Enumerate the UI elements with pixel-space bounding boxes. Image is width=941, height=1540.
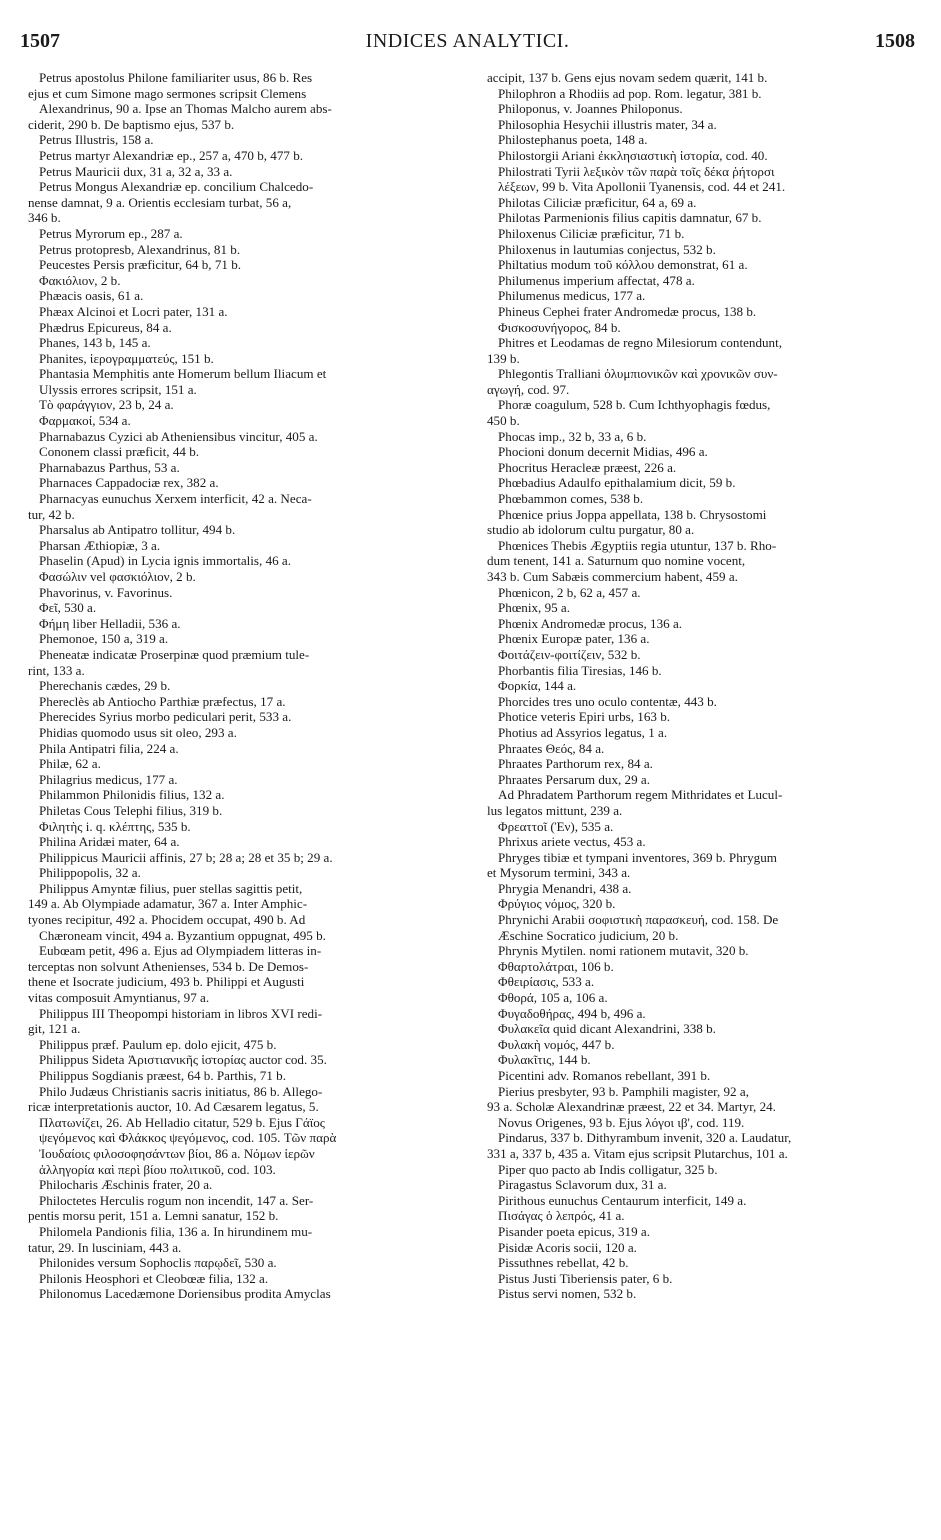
index-line: Phavorinus, v. Favorinus. bbox=[39, 584, 173, 600]
right-column bbox=[487, 70, 912, 1302]
index-line: 149 a. Ab Olympiade adamatur, 367 a. Inter Amphic- bbox=[28, 896, 308, 912]
index-line: dum tenent, 141 a. Saturnum quo nomine vocent, bbox=[487, 553, 746, 569]
index-line: Philoctetes Herculis rogum non incendit, 147 a. Ser- bbox=[39, 1192, 314, 1208]
index-line: αγωγή, cod. 97. bbox=[487, 381, 570, 397]
index-line: Philippopolis, 32 a. bbox=[39, 865, 141, 881]
index-line: vitas composuit Amyntianus, 97 a. bbox=[28, 990, 210, 1006]
index-line: Philippicus Mauricii affinis, 27 b; 28 a; 28 et 35 b; 29 a. bbox=[39, 849, 333, 865]
index-line: Philtatius modum τοῦ κόλλου demonstrat, 61 a. bbox=[498, 257, 748, 273]
index-line: pentis morsu perit, 151 a. Lemni sanatur, 152 b. bbox=[28, 1208, 279, 1224]
index-line: Petrus Illustris, 158 a. bbox=[39, 132, 154, 148]
index-line: Philonomus Lacedæmone Doriensibus prodita Amyclas bbox=[39, 1286, 331, 1302]
index-line: Phineus Cephei frater Andromedæ procus, 138 b. bbox=[498, 303, 757, 319]
index-line: terceptas non solvunt Athenienses, 534 b. De Demos- bbox=[28, 958, 309, 974]
index-line: Philoxenus in lautumias conjectus, 532 b. bbox=[498, 241, 716, 257]
index-line: Pindarus, 337 b. Dithyrambum invenit, 320 a. Laudatur, bbox=[498, 1130, 792, 1146]
index-line: Philotas Parmenionis filius capitis damnatur, 67 b. bbox=[498, 210, 762, 226]
left-column bbox=[28, 70, 448, 1302]
index-line: Philonis Heosphori et Cleobœæ filia, 132 a. bbox=[39, 1270, 269, 1286]
index-line: Φαρμακοί, 534 a. bbox=[39, 413, 131, 429]
index-line: Petrus protopresb, Alexandrinus, 81 b. bbox=[39, 241, 241, 257]
index-line: tur, 42 b. bbox=[28, 506, 75, 522]
index-line: accipit, 137 b. Gens ejus novam sedem quærit, 141 b. bbox=[487, 70, 768, 85]
index-line: Φθορά, 105 a, 106 a. bbox=[498, 990, 608, 1006]
index-line: Pistus Justi Tiberiensis pater, 6 b. bbox=[498, 1270, 673, 1286]
index-line: Alexandrinus, 90 a. Ipse an Thomas Malcho aurem abs- bbox=[39, 101, 332, 117]
index-line: Phantasia Memphitis ante Homerum bellum Iliacum et bbox=[39, 366, 327, 382]
index-line: Philocharis Æschinis frater, 20 a. bbox=[39, 1177, 213, 1193]
index-line: Philophron a Rhodiis ad pop. Rom. legatur, 381 b. bbox=[498, 85, 762, 101]
index-line: Phemonoe, 150 a, 319 a. bbox=[39, 631, 169, 647]
index-line: Petrus apostolus Philone familiariter usus, 86 b. Res bbox=[39, 70, 313, 85]
index-line: rint, 133 a. bbox=[28, 662, 85, 678]
index-line: Phæacis oasis, 61 a. bbox=[39, 288, 144, 304]
page-number-right: 1508 bbox=[875, 30, 915, 52]
index-line: Pistus servi nomen, 532 b. bbox=[498, 1286, 637, 1302]
index-line: Pierius presbyter, 93 b. Pamphili magister, 92 a, bbox=[498, 1083, 749, 1099]
index-line: Peucestes Persis præficitur, 64 b, 71 b. bbox=[39, 257, 242, 273]
index-line: Phrynichi Arabii σοφιστικὴ παρασκευή, cod. 158. De bbox=[498, 912, 779, 928]
index-line: Phraates Persarum dux, 29 a. bbox=[498, 771, 650, 787]
index-line: Phocas imp., 32 b, 33 a, 6 b. bbox=[498, 428, 647, 444]
index-line: Philagrius medicus, 177 a. bbox=[39, 771, 178, 787]
index-line: Phaselin (Apud) in Lycia ignis immortalis, 46 a. bbox=[39, 553, 292, 569]
index-line: Petrus Mongus Alexandriæ ep. concilium Chalcedo- bbox=[39, 179, 314, 195]
index-line: nense damnat, 9 a. Orientis ecclesiam turbat, 56 a, bbox=[28, 194, 292, 210]
index-line: Phidias quomodo usus sit oleo, 293 a. bbox=[39, 724, 237, 740]
index-line: Phæax Alcinoi et Locri pater, 131 a. bbox=[39, 303, 228, 319]
index-line: Philostorgii Ariani ἐκκλησιαστικὴ ἱστορία, cod. 40. bbox=[498, 147, 768, 163]
index-line: Phrixus ariete vectus, 453 a. bbox=[498, 834, 646, 850]
index-line: 346 b. bbox=[28, 210, 61, 226]
index-line: thene et Isocrate judicium, 493 b. Philippi et Augusti bbox=[28, 974, 305, 990]
page-number-left: 1507 bbox=[20, 30, 60, 52]
index-line: Pisidæ Acoris socii, 120 a. bbox=[498, 1239, 637, 1255]
index-line: Phocritus Heracleæ præest, 226 a. bbox=[498, 459, 677, 475]
index-line: Phœnix, 95 a. bbox=[498, 600, 571, 616]
index-line: Pissuthnes rebellat, 42 b. bbox=[498, 1255, 629, 1271]
index-line: Philoponus, v. Joannes Philoponus. bbox=[498, 101, 683, 117]
index-line: Philippus Amyntæ filius, puer stellas sagittis petit, bbox=[39, 880, 303, 896]
index-line: Phœbadius Adaulfo epithalamium dicit, 59 b. bbox=[498, 475, 736, 491]
index-line: Photius ad Assyrios legatus, 1 a. bbox=[498, 724, 668, 740]
index-line: Phœnices Thebis Ægyptiis regia utuntur, 137 b. Rho- bbox=[498, 537, 777, 553]
index-line: Philostephanus poeta, 148 a. bbox=[498, 132, 648, 148]
index-line: Φήμη liber Helladii, 536 a. bbox=[39, 615, 181, 631]
index-line: Chæroneam vincit, 494 a. Byzantium oppugnat, 495 b. bbox=[39, 927, 326, 943]
index-line: Philippus Sogdianis præest, 64 b. Parthis, 71 b. bbox=[39, 1068, 286, 1083]
index-line: ricæ interpretationis auctor, 10. Ad Cæsarem legatus, 5. bbox=[28, 1099, 319, 1115]
index-line: Φθαρτολάτραι, 106 b. bbox=[498, 958, 614, 974]
index-line: 93 a. Scholæ Alexandrinæ præest, 22 et 34. Martyr, 24. bbox=[487, 1099, 776, 1115]
index-line: Φιλητὴς i. q. κλέπτης, 535 b. bbox=[39, 818, 191, 834]
index-line: ciderit, 290 b. De baptismo ejus, 537 b. bbox=[28, 116, 235, 132]
index-line: Philippus III Theopompi historiam in libros XVI redi- bbox=[39, 1005, 323, 1021]
index-line: Φυγαδοθήρας, 494 b, 496 a. bbox=[498, 1005, 646, 1021]
index-line: Pheneatæ indicatæ Proserpinæ quod præmium tule- bbox=[39, 646, 310, 662]
index-line: Φοιτάζειν-φοιτίζειν, 532 b. bbox=[498, 646, 641, 662]
index-line: Φυλακεῖα quid dicant Alexandrini, 338 b. bbox=[498, 1021, 716, 1037]
index-line: Phœnice prius Joppa appellata, 138 b. Chrysostomi bbox=[498, 506, 767, 522]
index-line: Phœnix Europæ pater, 136 a. bbox=[498, 631, 650, 647]
index-line: Ulyssis errores scripsit, 151 a. bbox=[39, 381, 197, 397]
index-line: ejus et cum Simone mago sermones scripsit Clemens bbox=[28, 85, 307, 101]
index-line: Philippus Sideta Ἀριστιανικῆς ἱστορίας auctor cod. 35. bbox=[39, 1052, 327, 1068]
page-title: INDICES ANALYTICI. bbox=[365, 30, 570, 52]
index-line: Phitres et Leodamas de regno Milesiorum contendunt, bbox=[498, 335, 782, 351]
index-line: Φρύγιος νόμος, 320 b. bbox=[498, 896, 616, 912]
index-line: Petrus martyr Alexandriæ ep., 257 a, 470 b, 477 b. bbox=[39, 147, 304, 163]
index-line: git, 121 a. bbox=[28, 1021, 81, 1037]
index-line: Piragastus Sclavorum dux, 31 a. bbox=[498, 1177, 667, 1193]
index-line: Phlegontis Tralliani ὀλυμπιονικῶν καὶ χρονικῶν συν- bbox=[498, 366, 778, 382]
index-line: Phoræ coagulum, 528 b. Cum Ichthyophagis fœdus, bbox=[498, 397, 771, 413]
index-line: Piper quo pacto ab Indis colligatur, 325 b. bbox=[498, 1161, 718, 1177]
index-line: Æschine Socratico judicium, 20 b. bbox=[498, 927, 679, 943]
index-line: Φυλακῖτις, 144 b. bbox=[498, 1052, 591, 1068]
index-line: Phanites, ἱερογραμματεύς, 151 b. bbox=[39, 350, 214, 366]
index-line: Philippus præf. Paulum ep. dolo ejicit, 475 b. bbox=[39, 1036, 277, 1052]
index-line: Πλατωνίζει, 26. Ab Helladio citatur, 529 b. Ejus Γάϊος bbox=[39, 1114, 325, 1130]
index-line: λέξεων, 99 b. Vita Apollonii Tyanensis, cod. 44 et 241. bbox=[498, 179, 786, 195]
index-line: Philotas Ciliciæ præficitur, 64 a, 69 a. bbox=[498, 194, 697, 210]
index-line: 139 b. bbox=[487, 350, 520, 366]
index-line: Philosophia Hesychii illustris mater, 34 a. bbox=[498, 116, 717, 132]
index-line: Philæ, 62 a. bbox=[39, 756, 101, 772]
index-line: Phereclès ab Antiocho Parthiæ præfectus, 17 a. bbox=[39, 693, 286, 709]
index-line: Philumenus imperium affectat, 478 a. bbox=[498, 272, 695, 288]
index-line: ψεγόμενος καὶ Φλάκκος ψεγόμενος, cod. 105. Τῶν παρὰ bbox=[39, 1130, 337, 1146]
index-line: et Mysorum termini, 343 a. bbox=[487, 865, 631, 881]
index-line: Pharsalus ab Antipatro tollitur, 494 b. bbox=[39, 522, 236, 538]
index-line: studio ab idolorum cultu purgatur, 80 a. bbox=[487, 522, 695, 538]
index-line: Phrygia Menandri, 438 a. bbox=[498, 880, 632, 896]
index-line: tyones recipitur, 492 a. Phocidem occupat, 490 b. Ad bbox=[28, 912, 306, 928]
index-line: Πισάγας ὁ λεπρός, 41 a. bbox=[498, 1208, 625, 1224]
index-line: Philina Aridæi mater, 64 a. bbox=[39, 834, 180, 850]
index-line: Pirithous eunuchus Centaurum interficit, 149 a. bbox=[498, 1192, 747, 1208]
index-line: Φισκοσυνήγορος, 84 b. bbox=[498, 319, 621, 335]
index-line: Phrynis Mytilen. nomi rationem mutavit, 320 b. bbox=[498, 943, 749, 959]
index-line: Phœnix Andromedæ procus, 136 a. bbox=[498, 615, 683, 631]
index-line: Φθειρίασις, 533 a. bbox=[498, 974, 595, 990]
index-line: Picentini adv. Romanos rebellant, 391 b. bbox=[498, 1068, 711, 1083]
index-line: Philomela Pandionis filia, 136 a. In hirundinem mu- bbox=[39, 1223, 313, 1239]
index-line: Ἰουδαίοις φιλοσοφησάντων βίοι, 86 a. Νόμων ἱερῶν bbox=[39, 1145, 315, 1161]
index-line: Ad Phradatem Parthorum regem Mithridates et Lucul- bbox=[498, 787, 783, 803]
index-line: Φρεαττοῖ (Ἐν), 535 a. bbox=[498, 818, 614, 834]
index-line: Pisander poeta epicus, 319 a. bbox=[498, 1223, 650, 1239]
index-line: Phanes, 143 b, 145 a. bbox=[39, 335, 151, 351]
index-line: Philumenus medicus, 177 a. bbox=[498, 288, 646, 304]
index-line: 331 a, 337 b, 435 a. Vitam ejus scripsit Plutarchus, 101 a. bbox=[487, 1145, 788, 1161]
index-line: Pharnabazus Parthus, 53 a. bbox=[39, 459, 180, 475]
index-line: Cononem classi præficit, 44 b. bbox=[39, 444, 200, 460]
index-line: Phædrus Epicureus, 84 a. bbox=[39, 319, 172, 335]
index-line: Phocioni donum decernit Midias, 496 a. bbox=[498, 444, 708, 460]
index-line: Pharnabazus Cyzici ab Atheniensibus vincitur, 405 a. bbox=[39, 428, 318, 444]
index-line: Φασώλιν vel φασκιόλιον, 2 b. bbox=[39, 569, 196, 584]
index-line: Photice veteris Epiri urbs, 163 b. bbox=[498, 709, 671, 725]
index-line: Petrus Myrorum ep., 287 a. bbox=[39, 225, 183, 241]
index-line: Novus Origenes, 93 b. Ejus λόγοι ιβ', cod. 119. bbox=[498, 1114, 745, 1130]
index-line: Pherecides Syrius morbo pediculari perit, 533 a. bbox=[39, 709, 292, 725]
index-line: Phorcides tres uno oculo contentæ, 443 b. bbox=[498, 693, 717, 709]
index-line: Philoxenus Ciliciæ præficitur, 71 b. bbox=[498, 225, 685, 241]
index-line: Phraates Parthorum rex, 84 a. bbox=[498, 756, 653, 772]
index-line: Phryges tibiæ et tympani inventores, 369 b. Phrygum bbox=[498, 849, 777, 865]
index-line: Φακιόλιον, 2 b. bbox=[39, 272, 121, 288]
index-line: Philammon Philonidis filius, 132 a. bbox=[39, 787, 225, 803]
index-line: Φυλακὴ νομός, 447 b. bbox=[498, 1036, 615, 1052]
index-line: Philo Judæus Christianis sacris initiatus, 86 b. Allego- bbox=[39, 1083, 323, 1099]
index-line: tatur, 29. In lusciniam, 443 a. bbox=[28, 1239, 182, 1255]
index-line: Pharnaces Cappadociæ rex, 382 a. bbox=[39, 475, 219, 491]
index-line: Φορκία, 144 a. bbox=[498, 678, 577, 694]
index-line: Pherechanis cædes, 29 b. bbox=[39, 678, 171, 694]
index-line: Pharnacyas eunuchus Xerxem interficit, 42 a. Neca- bbox=[39, 491, 312, 507]
index-line: Phraates Θεός, 84 a. bbox=[498, 740, 605, 756]
index-line: Pharsan Æthiopiæ, 3 a. bbox=[39, 537, 161, 553]
running-header bbox=[20, 30, 915, 60]
index-line: Phœbammon comes, 538 b. bbox=[498, 491, 644, 507]
index-line: Phorbantis filia Tiresias, 146 b. bbox=[498, 662, 662, 678]
index-line: Eubœam petit, 496 a. Ejus ad Olympiadem litteras in- bbox=[39, 943, 322, 959]
index-line: 450 b. bbox=[487, 413, 520, 429]
index-line: lus legatos mittunt, 239 a. bbox=[487, 802, 623, 818]
index-line: Philetas Cous Telephi filius, 319 b. bbox=[39, 802, 223, 818]
index-line: Phila Antipatri filia, 224 a. bbox=[39, 740, 179, 756]
index-line: 343 b. Cum Sabæis commercium habent, 459 a. bbox=[487, 569, 738, 584]
index-line: Τὸ φαράγγιον, 23 b, 24 a. bbox=[39, 397, 174, 413]
index-line: Philonides versum Sophoclis παρῳδεῖ, 530 a. bbox=[39, 1255, 277, 1271]
index-line: Petrus Mauricii dux, 31 a, 32 a, 33 a. bbox=[39, 163, 233, 179]
index-line: ἀλληγορία καὶ περὶ βίου πολιτικοῦ, cod. 103. bbox=[39, 1161, 276, 1177]
index-line: Φεῖ, 530 a. bbox=[39, 600, 97, 616]
index-line: Philostrati Tyrii λεξικὸν τῶν παρὰ τοῖς δέκα ῥήτορσι bbox=[498, 163, 775, 179]
index-line: Phœnicon, 2 b, 62 a, 457 a. bbox=[498, 584, 641, 600]
